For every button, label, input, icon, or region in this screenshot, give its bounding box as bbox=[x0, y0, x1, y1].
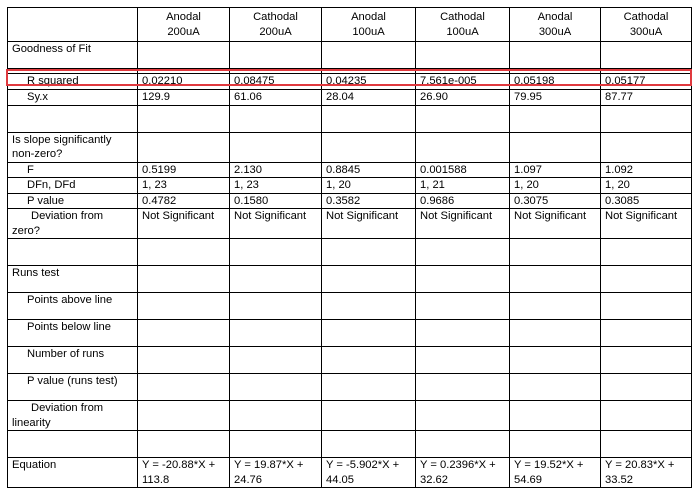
table-cell: Not Significant bbox=[416, 209, 510, 239]
table-row-r-squared bbox=[8, 74, 692, 90]
spacer-row bbox=[8, 105, 692, 132]
table-cell: 129.9 bbox=[138, 90, 230, 106]
table-cell: 79.95 bbox=[510, 90, 601, 106]
section-row bbox=[8, 42, 692, 69]
spacer-row bbox=[8, 431, 692, 458]
row-label: Points above line bbox=[8, 293, 138, 320]
section-label: Runs test bbox=[8, 266, 138, 293]
table-row-points-below bbox=[8, 320, 692, 347]
section-row bbox=[8, 266, 692, 293]
table-row-number-of-runs bbox=[8, 347, 692, 374]
column-header: Cathodal 200uA bbox=[230, 8, 322, 42]
table-cell: 0.04235 bbox=[322, 74, 416, 90]
table-cell: 1.097 bbox=[510, 162, 601, 178]
column-header: Anodal 200uA bbox=[138, 8, 230, 42]
table-cell: 87.77 bbox=[601, 90, 692, 106]
row-label: Points below line bbox=[8, 320, 138, 347]
table-cell: Not Significant bbox=[138, 209, 230, 239]
table-row-deviation-linearity bbox=[8, 401, 692, 431]
row-label: Deviation from zero? bbox=[8, 209, 138, 239]
row-label: R squared bbox=[8, 74, 138, 90]
table-cell: Y = 20.83*X + 33.52 bbox=[601, 458, 692, 488]
row-label: Deviation from linearity bbox=[8, 401, 138, 431]
table-cell: Y = 19.52*X + 54.69 bbox=[510, 458, 601, 488]
table-cell: 0.02210 bbox=[138, 74, 230, 90]
table-cell: Y = -5.902*X + 44.05 bbox=[322, 458, 416, 488]
table-row-deviation-zero bbox=[8, 209, 692, 239]
table-row-syx bbox=[8, 90, 692, 106]
table-cell: 1, 21 bbox=[416, 178, 510, 194]
section-label: Equation bbox=[8, 458, 138, 488]
table-cell: 28.04 bbox=[322, 90, 416, 106]
table-row-f bbox=[8, 162, 692, 178]
table-row-equation bbox=[8, 458, 692, 488]
table-cell: 0.5199 bbox=[138, 162, 230, 178]
section-row bbox=[8, 132, 692, 162]
table-cell: 1, 20 bbox=[601, 178, 692, 194]
table-cell: 0.3085 bbox=[601, 193, 692, 209]
results-table bbox=[7, 7, 692, 488]
section-label: Is slope significantly non-zero? bbox=[8, 132, 138, 162]
table-cell: 1, 20 bbox=[510, 178, 601, 194]
table-cell: 1.092 bbox=[601, 162, 692, 178]
table-cell: Not Significant bbox=[322, 209, 416, 239]
table-cell: 1, 23 bbox=[138, 178, 230, 194]
table-cell: 0.05177 bbox=[601, 74, 692, 90]
table-cell: Y = -20.88*X + 113.8 bbox=[138, 458, 230, 488]
row-label: F bbox=[8, 162, 138, 178]
table-cell: Not Significant bbox=[601, 209, 692, 239]
table-row-p-value bbox=[8, 193, 692, 209]
header-row bbox=[8, 8, 692, 42]
row-label: Sy.x bbox=[8, 90, 138, 106]
row-label: DFn, DFd bbox=[8, 178, 138, 194]
row-label: Number of runs bbox=[8, 347, 138, 374]
table-cell: 0.001588 bbox=[416, 162, 510, 178]
table-cell: 0.1580 bbox=[230, 193, 322, 209]
table-cell: 2.130 bbox=[230, 162, 322, 178]
row-label: P value bbox=[8, 193, 138, 209]
table-cell: 61.06 bbox=[230, 90, 322, 106]
table-cell: Not Significant bbox=[510, 209, 601, 239]
table-cell: 0.08475 bbox=[230, 74, 322, 90]
column-header: Anodal 100uA bbox=[322, 8, 416, 42]
table-cell: 0.05198 bbox=[510, 74, 601, 90]
section-label: Goodness of Fit bbox=[8, 42, 138, 69]
table-cell: 1, 20 bbox=[322, 178, 416, 194]
column-header: Anodal 300uA bbox=[510, 8, 601, 42]
table-cell: Not Significant bbox=[230, 209, 322, 239]
table-cell: 0.3582 bbox=[322, 193, 416, 209]
table-cell: 0.9686 bbox=[416, 193, 510, 209]
column-header: Cathodal 100uA bbox=[416, 8, 510, 42]
table-cell: 0.8845 bbox=[322, 162, 416, 178]
table-row-p-runs bbox=[8, 374, 692, 401]
table-cell: 1, 23 bbox=[230, 178, 322, 194]
table-row-dfn-dfd bbox=[8, 178, 692, 194]
table-cell: 0.4782 bbox=[138, 193, 230, 209]
table-cell: Y = 19.87*X + 24.76 bbox=[230, 458, 322, 488]
table-cell: Y = 0.2396*X + 32.62 bbox=[416, 458, 510, 488]
corner-cell bbox=[8, 8, 138, 42]
table-row-points-above bbox=[8, 293, 692, 320]
spacer-row bbox=[8, 239, 692, 266]
column-header: Cathodal 300uA bbox=[601, 8, 692, 42]
table-cell: 0.3075 bbox=[510, 193, 601, 209]
table-cell: 7.561e-005 bbox=[416, 74, 510, 90]
table-cell: 26.90 bbox=[416, 90, 510, 106]
row-label: P value (runs test) bbox=[8, 374, 138, 401]
